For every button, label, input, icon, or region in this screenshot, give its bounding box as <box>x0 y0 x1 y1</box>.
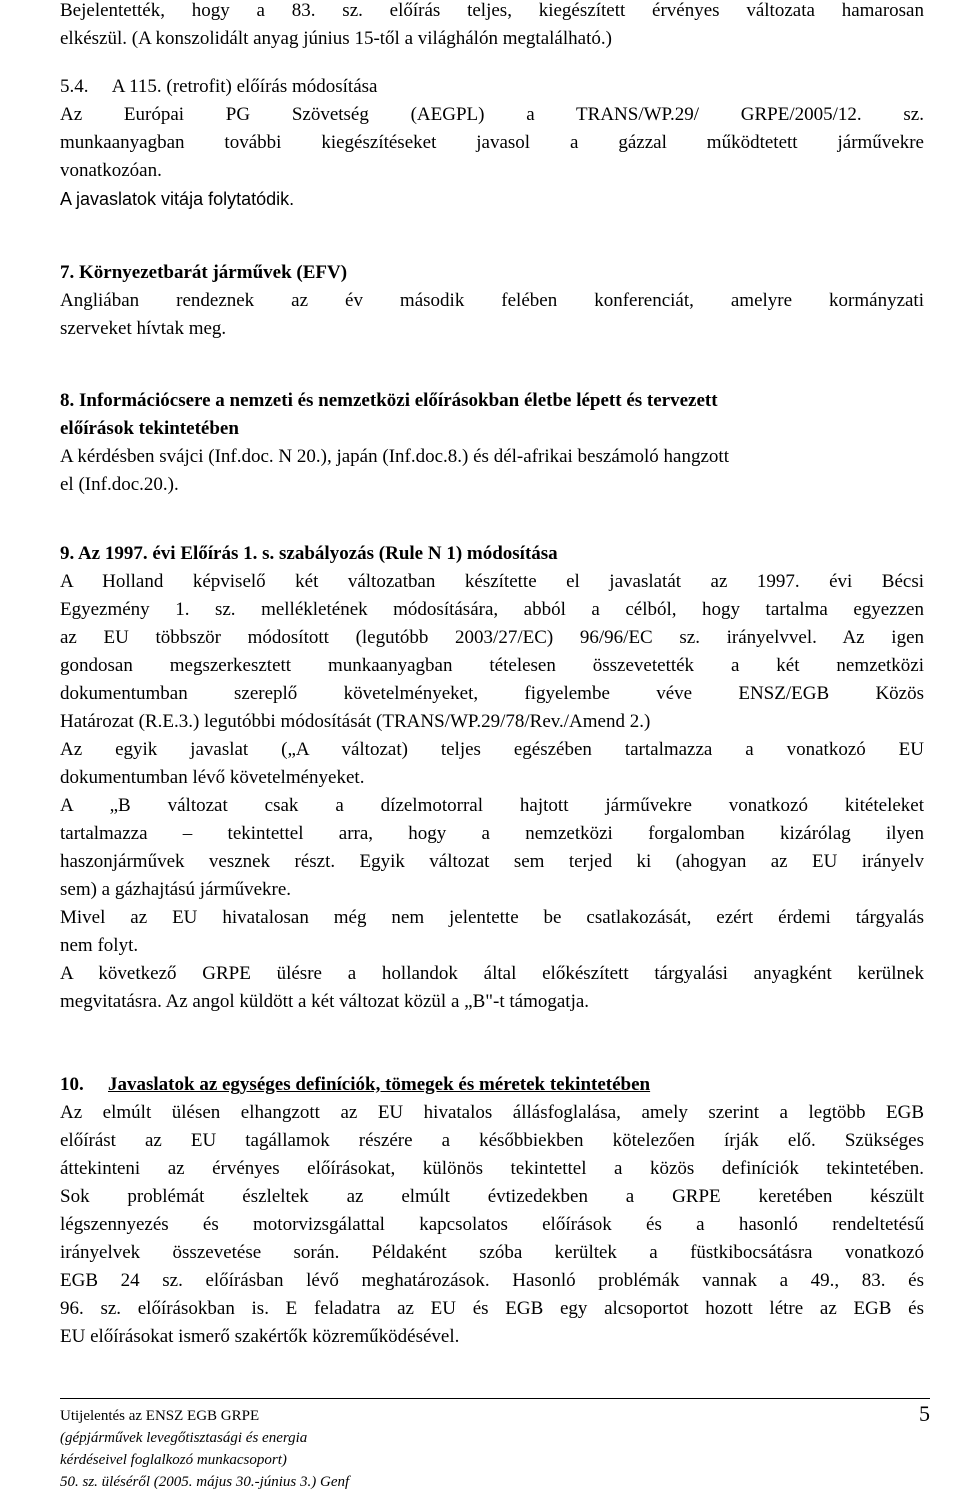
section-5-4-line-2: munkaanyagban további kiegészítéseket javasol a gázzal működtetett járművekre <box>60 132 924 153</box>
section-9-line: A Holland képviselő két változatban készítette el javaslatát az 1997. évi Bécsi <box>60 571 924 592</box>
section-10-line: légszennyezés és motorvizsgálattal kapcsolatos előírások és a hasonló rendeltetésű <box>60 1214 924 1235</box>
section-9-line: Határozat (R.E.3.) legutóbbi módosítását (TRANS/WP.29/78/Rev./Amend 2.) <box>60 711 651 732</box>
section-10-line: 96. sz. előírásokban is. E feladatra az EU és EGB egy alcsoportot hozott létre az EGB és <box>60 1298 924 1319</box>
footer-line-2: (gépjárművek levegőtisztasági és energia <box>60 1430 308 1446</box>
section-5-4-line-1: Az Európai PG Szövetség (AEGPL) a TRANS/WP.29/ GRPE/2005/12. sz. <box>60 104 924 125</box>
section-8-line-1: A kérdésben svájci (Inf.doc. N 20.), japán (Inf.doc.8.) és dél-afrikai beszámoló hangzott <box>60 446 729 467</box>
section-5-4-heading <box>60 73 377 101</box>
section-5-4-title-text: A 115. (retrofit) előírás módosítása <box>111 76 378 97</box>
section-9-line: nem folyt. <box>60 935 139 956</box>
footer <box>60 1405 349 1493</box>
section-7-title: 7. Környezetbarát járművek (EFV) <box>60 262 348 283</box>
section-7-line-2: szerveket hívtak meg. <box>60 318 227 339</box>
section-10-line: Az elmúlt ülésen elhangzott az EU hivatalos állásfoglalása, amely szerint a legtöbb EGB <box>60 1102 924 1123</box>
section-10-number: 10. <box>60 1074 84 1095</box>
section-10-heading <box>60 1071 924 1099</box>
section-9-line: sem) a gázhajtású járművekre. <box>60 879 292 900</box>
section-7-line-1: Angliában rendeznek az év második felében konferenciát, amelyre kormányzati <box>60 290 924 311</box>
section-8-heading-2 <box>60 415 924 443</box>
section-9-title: 9. Az 1997. évi Előírás 1. s. szabályozás (Rule N 1) módosítása <box>60 543 558 564</box>
section-9-line: gondosan megszerkesztett munkaanyagban tételesen összevetették a két nemzetközi <box>60 655 924 676</box>
section-9-line: dokumentumban lévő követelményeket. <box>60 767 365 788</box>
footer-line-1: Utijelentés az ENSZ EGB GRPE <box>60 1408 260 1424</box>
footer-divider <box>60 1398 930 1399</box>
section-10-line: Sok problémát észleltek az elmúlt évtizedekben a GRPE keretében készült <box>60 1186 924 1207</box>
section-9-line: Egyezmény 1. sz. mellékletének módosítására, abból a célból, hogy tartalma egyezzen <box>60 599 924 620</box>
section-9-line: A „B változat csak a dízelmotorral hajtott járművekre vonatkozó kitételeket <box>60 795 924 816</box>
section-10-line: EU előírásokat ismerő szakértők közreműködésével. <box>60 1326 460 1347</box>
section-8-title-2: előírások tekintetében <box>60 418 239 439</box>
section-5-4-line-3: vonatkozóan. <box>60 160 162 181</box>
section-8-title-1: 8. Információcsere a nemzeti és nemzetközi előírásokban életbe lépett és tervezett <box>60 390 718 411</box>
footer-line-3: kérdéseivel foglalkozó munkacsoport) <box>60 1452 287 1468</box>
section-9-line: haszonjárművek vesznek részt. Egyik változat sem terjed ki (ahogyan az EU irányelv <box>60 851 924 872</box>
section-9-line: Az egyik javaslat („A változat) teljes egészében tartalmazza a vonatkozó EU <box>60 739 924 760</box>
footer-line-4: 50. sz. üléséről (2005. május 30.-június 3.) Genf <box>60 1474 350 1490</box>
section-8-line-2: el (Inf.doc.20.). <box>60 474 179 495</box>
section-10-line: áttekinteni az érvényes előírásokat, különös tekintettel a közös definíciók tekintetében. <box>60 1158 924 1179</box>
section-10-line: irányelvek összevetése során. Példaként szóba kerültek a füstkibocsátásra vonatkozó <box>60 1242 924 1263</box>
section-9-line: A következő GRPE ülésre a hollandok által előkészített tárgyalási anyagként kerülnek <box>60 963 924 984</box>
section-10-line: előírást az EU tagállamok részére a későbbiekben kötelezően írják elő. Szükséges <box>60 1130 924 1151</box>
page-number: 5 <box>919 1401 930 1426</box>
section-9-line: az EU többször módosított (legutóbb 2003/27/EC) 96/96/EC sz. irányelvvel. Az igen <box>60 627 924 648</box>
section-9-line: dokumentumban szereplő követelményeket, figyelembe véve ENSZ/EGB Közös <box>60 683 924 704</box>
section-5-4-line-4: A javaslatok vitája folytatódik. <box>60 189 295 209</box>
section-9-line: tartalmazza – tekintettel arra, hogy a nemzetközi forgalomban kizárólag ilyen <box>60 823 924 844</box>
section-9-line: megvitatásra. Az angol küldött a két változat közül a „B"-t támogatja. <box>60 991 590 1012</box>
intro-line-2: elkészül. (A konszolidált anyag június 15-től a világhálón megtalálható.) <box>60 28 612 49</box>
section-10-title: Javaslatok az egységes definíciók, tömegek és méretek tekintetében <box>108 1074 651 1095</box>
section-5-4-number: 5.4. <box>60 76 89 97</box>
section-9-line: Mivel az EU hivatalosan még nem jelentette be csatlakozását, ezért érdemi tárgyalás <box>60 907 924 928</box>
section-10-line: EGB 24 sz. előírásban lévő meghatározások. Hasonló problémák vannak a 49., 83. és <box>60 1270 924 1291</box>
intro-line-1: Bejelentették, hogy a 83. sz. előírás teljes, kiegészített érvényes változata hamarosan <box>60 0 924 21</box>
